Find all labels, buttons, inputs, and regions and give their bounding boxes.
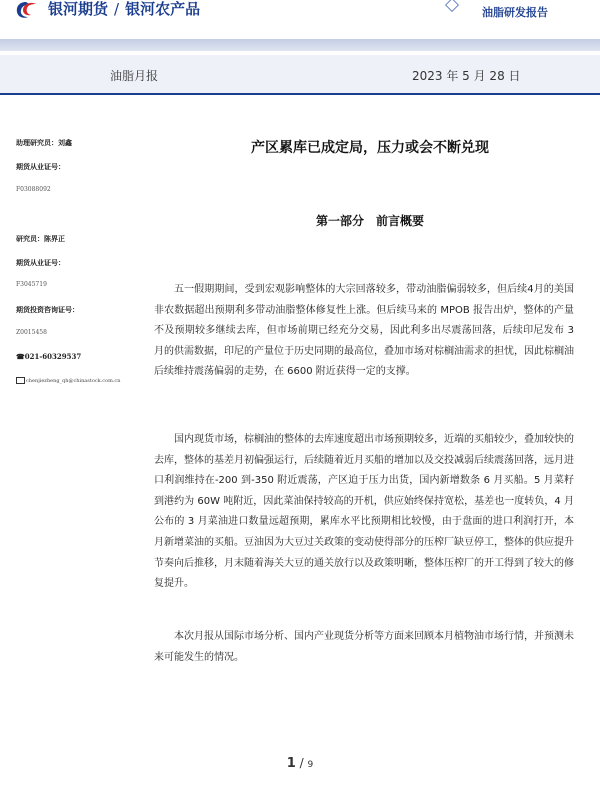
page-header (0, 0, 600, 40)
license-value-1: F03088092 (16, 186, 51, 193)
report-title: 产区累库已成定局，压力或会不断兑现 (251, 140, 489, 156)
mail-icon (16, 377, 25, 384)
section-heading: 第一部分 前言概要 (315, 214, 424, 228)
license-label-2: 期货从业证号： (16, 258, 65, 267)
consult-license-value: Z0015458 (16, 329, 47, 336)
diamond-icon (445, 0, 459, 12)
page-footer (0, 756, 600, 771)
researcher: 研究员：陈界正 (16, 234, 65, 243)
phone-number: 021-60329537 (24, 352, 82, 361)
brand-main: 银河期货 (48, 0, 109, 18)
page-separator: / (299, 756, 304, 770)
report-category: 油脂月报 (110, 69, 159, 83)
brand-divider: / (114, 0, 120, 18)
phone-line (16, 352, 81, 361)
brand-name (48, 0, 200, 19)
email-line (16, 376, 120, 384)
consult-license-label: 期货投资咨询证号： (16, 305, 79, 314)
subheader-band (0, 55, 600, 95)
page-current: 1 (286, 756, 296, 771)
page-total: 9 (307, 760, 314, 770)
paragraph-3: 本次月报从国际市场分析、国内产业现货分析等方面来回顾本月植物油市场行情，并预测未来可能发生的情况。 (154, 631, 574, 663)
email-address[interactable]: chenjiezheng_qh@chinastock.com.cn (26, 378, 121, 384)
galaxy-logo-icon (14, 0, 38, 20)
header-stripe (0, 39, 600, 51)
license-value-2: F3045719 (16, 281, 47, 288)
brand-sub: 银河农产品 (125, 0, 201, 18)
paragraph-2: 国内现货市场，棕榈油的整体的去库速度超出市场预期较多，近端的买船较少，叠加较快的去库，整体的基差月初偏强运行，后续随着近月买船的增加以及交投减弱后续震荡回落，远月进口利润维持在-200 到-350 附近震荡，产区迫于压力出货，国内新增数条 6 月买船。5 月菜籽到港约为 60W 吨附近，因此菜油保持较高的开机，供应始终保持宽松，基差也一度转负，4 月公布的 3 月菜油进口数量远超预期，累库水平比预期相比较慢，由于盘面的进口利润打开，本月新增菜油的买船。豆油因为大豆过关政策的变动使得部分的压榨厂缺豆停工，整体的供应提升节奏向后推移，月末随着海关大豆的通关放行以及政策明晰，整体压榨厂的开工得到了较大的修复提升。 (154, 434, 574, 590)
paragraph-1: 五一假期期间，受到宏观影响整体的大宗回落较多，带动油脂偏弱较多，但后续4月的美国非农数据超出预期利多带动油脂整体修复性上涨。但后续马来的 MPOB 报告出炉，整体的产量不及预期较多继续去库，但市场前期已经充分交易，因此利多出尽震荡回落，后续印尼发布 3 月的供需数据，印尼的产量位于历史同期的最高位，叠加市场对棕榈油需求的担忧，因此棕榈油后续维持震荡偏弱的走势，在 6600 附近获得一定的支撑。 (154, 284, 574, 378)
phone-icon: ☎ (16, 352, 25, 361)
license-label-1: 期货从业证号： (16, 162, 65, 171)
report-date: 2023 年 5 月 28 日 (412, 69, 521, 83)
report-type: 油脂研发报告 (482, 6, 548, 19)
assistant-researcher: 助理研究员：刘鑫 (16, 138, 72, 147)
